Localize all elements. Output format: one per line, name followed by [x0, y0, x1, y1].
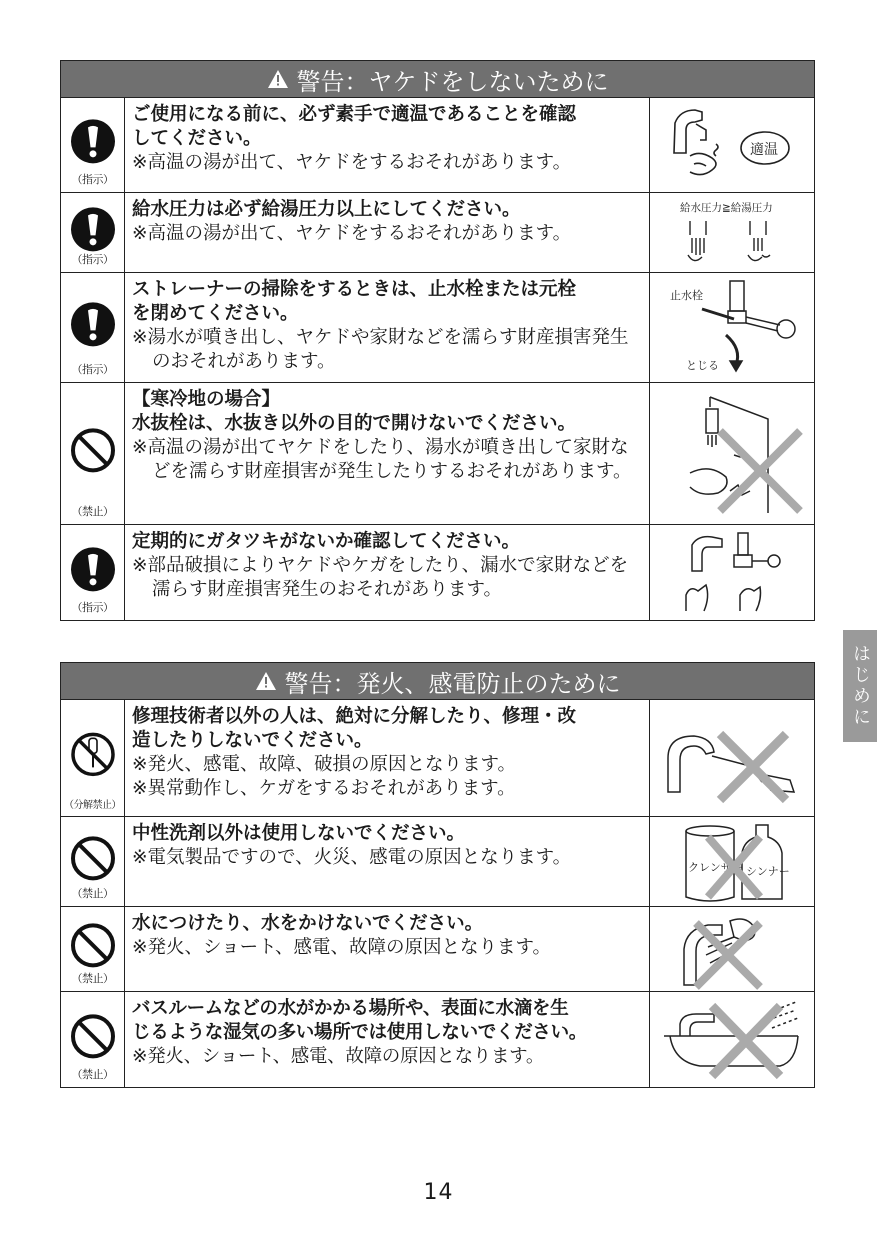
illustration-check-looseness — [650, 525, 814, 620]
instruction-text: 定期的にガタツキがないか確認してください。 — [132, 531, 520, 552]
note-text: ※高温の湯が出てヤケドをしたり、湯水が噴き出して家財などを濡らす財産損害が発生したりするおそれがあります。 — [132, 437, 632, 482]
section-title: 警告：発火、感電防止のために — [284, 669, 621, 698]
warning-row — [61, 525, 814, 620]
icon-caption: （禁止） — [71, 972, 114, 985]
instruction-text: 水抜栓は、水抜き以外の目的で開けないでください。 — [132, 413, 577, 434]
warning-row — [61, 98, 814, 193]
icon-caption: （指示） — [71, 253, 114, 266]
note-text: ※異常動作し、ケガをするおそれがあります。 — [132, 778, 516, 799]
instruction-text: を閉めてください。 — [132, 303, 299, 324]
instruction-text: 【寒冷地の場合】 — [132, 389, 281, 410]
warning-row — [61, 907, 814, 992]
icon-caption: （禁止） — [71, 1068, 114, 1081]
mandatory-icon — [70, 301, 116, 347]
instruction-text: ストレーナーの掃除をするときは、止水栓または元栓 — [132, 279, 577, 300]
no-disassembly-icon — [70, 731, 116, 777]
picture-label: クレンザー — [688, 861, 743, 874]
illustration-no-humid-places — [650, 992, 814, 1087]
warning-row — [61, 273, 814, 383]
icon-caption: （分解禁止） — [64, 800, 121, 811]
picture-label: とじる — [686, 359, 719, 372]
illustration-water-pressure — [650, 193, 814, 272]
illustration-stop-valve — [650, 273, 814, 382]
note-text: ※発火、感電、故障、破損の原因となります。 — [132, 754, 517, 775]
instruction-text: 造したりしないでください。 — [132, 730, 373, 751]
note-text: ※発火、ショート、感電、故障の原因となります。 — [132, 1046, 545, 1067]
instruction-text: 給水圧力は必ず給湯圧力以上にしてください。 — [132, 199, 521, 220]
note-text: ※電気製品ですので、火災、感電の原因となります。 — [132, 847, 572, 868]
picture-label: シンナー — [746, 865, 790, 878]
section-header — [61, 61, 814, 98]
note-text: ※発火、ショート、感電、故障の原因となります。 — [132, 937, 551, 958]
picture-label: 給水圧力≧給湯圧力 — [680, 202, 773, 214]
illustration-no-solvents — [650, 817, 814, 906]
warning-row — [61, 817, 814, 907]
instruction-text: 中性洗剤以外は使用しないでください。 — [132, 823, 466, 844]
prohibited-icon — [70, 1013, 116, 1059]
page-number: 14 — [423, 1180, 454, 1205]
mandatory-icon — [70, 546, 116, 592]
instruction-text: バスルームなどの水がかかる場所や、表面に水滴を生 — [132, 998, 569, 1019]
section-side-tab: はじめに — [843, 630, 877, 742]
mandatory-icon — [70, 118, 116, 164]
mandatory-icon — [70, 206, 116, 252]
warning-row — [61, 992, 814, 1087]
icon-caption: （指示） — [71, 601, 114, 614]
burn-warning-table — [60, 60, 815, 621]
instruction-text: 修理技術者以外の人は、絶対に分解したり、修理・改 — [132, 706, 577, 727]
illustration-check-temperature — [650, 98, 814, 192]
instruction-text: じるような湿気の多い場所では使用しないでください。 — [132, 1022, 588, 1043]
note-text: ※高温の湯が出て、ヤケドをするおそれがあります。 — [132, 223, 572, 244]
icon-caption: （指示） — [71, 173, 114, 186]
illustration-no-disassembly — [650, 700, 814, 816]
warning-triangle-icon — [255, 671, 277, 691]
warning-row — [61, 383, 814, 525]
instruction-text: してください。 — [132, 128, 262, 149]
prohibited-icon — [70, 922, 116, 968]
section-header — [61, 663, 814, 700]
illustration-drain-valve — [650, 383, 814, 524]
picture-label: 止水栓 — [670, 289, 703, 302]
note-text: ※高温の湯が出て、ヤケドをするおそれがあります。 — [132, 152, 572, 173]
warning-triangle-icon — [267, 69, 289, 89]
note-text: ※部品破損によりヤケドやケガをしたり、漏水で家財などを濡らす財産損害発生のおそれがあります。 — [132, 555, 629, 600]
note-text: ※湯水が噴き出し、ヤケドや家財などを濡らす財産損害発生のおそれがあります。 — [132, 327, 629, 372]
instruction-text: 水につけたり、水をかけないでください。 — [132, 913, 484, 934]
section-title: 警告：ヤケドをしないために — [296, 67, 609, 96]
prohibited-icon — [70, 427, 116, 473]
icon-caption: （禁止） — [71, 505, 114, 518]
warning-row — [61, 700, 814, 817]
warning-row — [61, 193, 814, 273]
icon-caption: （指示） — [71, 363, 114, 376]
illustration-no-water-spray — [650, 907, 814, 991]
picture-label: 適温 — [750, 142, 778, 158]
instruction-text: ご使用になる前に、必ず素手で適温であることを確認 — [132, 104, 577, 125]
prohibited-icon — [70, 835, 116, 881]
icon-caption: （禁止） — [71, 887, 114, 900]
fire-shock-warning-table — [60, 662, 815, 1088]
